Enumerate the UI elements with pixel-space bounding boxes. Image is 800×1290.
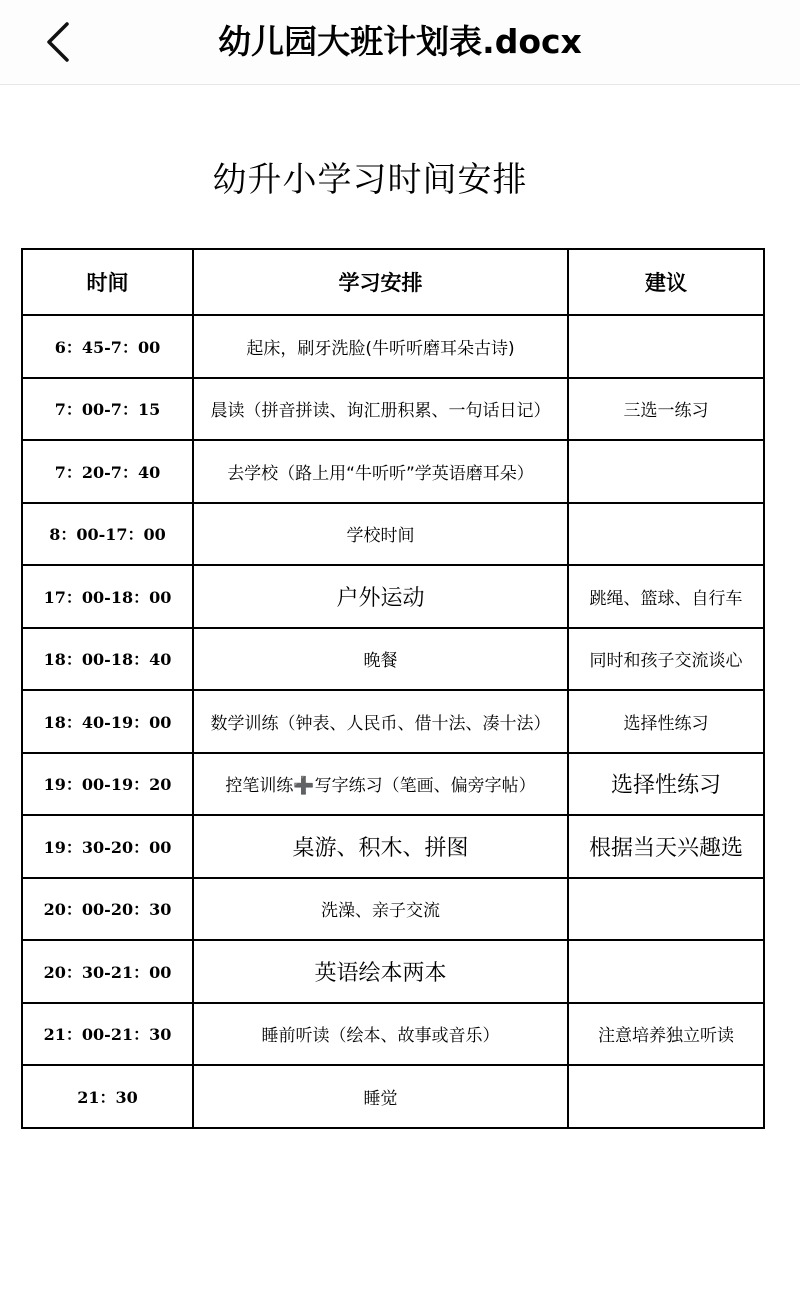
- table-row: [22, 1065, 764, 1128]
- suggestion-cell: [568, 878, 764, 941]
- table-row: [22, 503, 764, 566]
- suggestion-cell: [568, 315, 764, 378]
- chevron-left-icon: [43, 20, 73, 64]
- suggestion-cell: [568, 1065, 764, 1128]
- suggestion-cell: 跳绳、篮球、自行车: [568, 565, 764, 628]
- table-row: [22, 315, 764, 378]
- suggestion-cell: [568, 440, 764, 503]
- plan-cell: 数学训练（钟表、人民币、借十法、凑十法）: [193, 690, 568, 753]
- header-plan: 学习安排: [193, 249, 568, 315]
- table-row: [22, 378, 764, 441]
- time-cell: 19：00-19：20: [22, 753, 193, 816]
- suggestion-cell: 选择性练习: [568, 753, 764, 816]
- header-time: 时间: [22, 249, 193, 315]
- plan-cell: 起床，刷牙洗脸(牛听听磨耳朵古诗): [193, 315, 568, 378]
- time-cell: 8：00-17：00: [22, 503, 193, 566]
- plan-cell: 桌游、积木、拼图: [193, 815, 568, 878]
- time-cell: 20：30-21：00: [22, 940, 193, 1003]
- header-suggestion: 建议: [568, 249, 764, 315]
- plan-cell: 去学校（路上用“牛听听”学英语磨耳朵）: [193, 440, 568, 503]
- time-cell: 19：30-20：00: [22, 815, 193, 878]
- plan-cell: 学校时间: [193, 503, 568, 566]
- table-row: [22, 940, 764, 1003]
- table-row: [22, 690, 764, 753]
- table-header-row: [22, 249, 764, 315]
- suggestion-cell: 同时和孩子交流谈心: [568, 628, 764, 691]
- time-cell: 7：00-7：15: [22, 378, 193, 441]
- top-bar: [0, 0, 800, 85]
- table-row: [22, 815, 764, 878]
- table-row: [22, 1003, 764, 1066]
- time-cell: 21：30: [22, 1065, 193, 1128]
- time-cell: 6：45-7：00: [22, 315, 193, 378]
- time-cell: 7：20-7：40: [22, 440, 193, 503]
- suggestion-cell: 注意培养独立听读: [568, 1003, 764, 1066]
- time-cell: 18：00-18：40: [22, 628, 193, 691]
- time-cell: 18：40-19：00: [22, 690, 193, 753]
- plan-cell: 英语绘本两本: [193, 940, 568, 1003]
- document-title: 幼升小学习时间安排: [212, 160, 528, 200]
- back-button[interactable]: [36, 18, 80, 66]
- schedule-table-container: [21, 248, 765, 1129]
- table-row: [22, 628, 764, 691]
- table-row: [22, 878, 764, 941]
- plan-cell: 晚餐: [193, 628, 568, 691]
- suggestion-cell: 三选一练习: [568, 378, 764, 441]
- suggestion-cell: [568, 503, 764, 566]
- time-cell: 21：00-21：30: [22, 1003, 193, 1066]
- time-cell: 20：00-20：30: [22, 878, 193, 941]
- time-cell: 17：00-18：00: [22, 565, 193, 628]
- suggestion-cell: 根据当天兴趣选: [568, 815, 764, 878]
- suggestion-cell: [568, 940, 764, 1003]
- table-row: [22, 440, 764, 503]
- file-name-title: 幼儿园大班计划表.docx: [218, 22, 582, 61]
- plan-cell: 睡觉: [193, 1065, 568, 1128]
- suggestion-cell: 选择性练习: [568, 690, 764, 753]
- table-row: [22, 753, 764, 816]
- plan-cell: 睡前听读（绘本、故事或音乐）: [193, 1003, 568, 1066]
- plan-cell: 控笔训练➕写字练习（笔画、偏旁字帖）: [193, 753, 568, 816]
- plan-cell: 晨读（拼音拼读、询汇册积累、一句话日记）: [193, 378, 568, 441]
- schedule-table: [21, 248, 765, 1129]
- plan-cell: 户外运动: [193, 565, 568, 628]
- plan-cell: 洗澡、亲子交流: [193, 878, 568, 941]
- table-row: [22, 565, 764, 628]
